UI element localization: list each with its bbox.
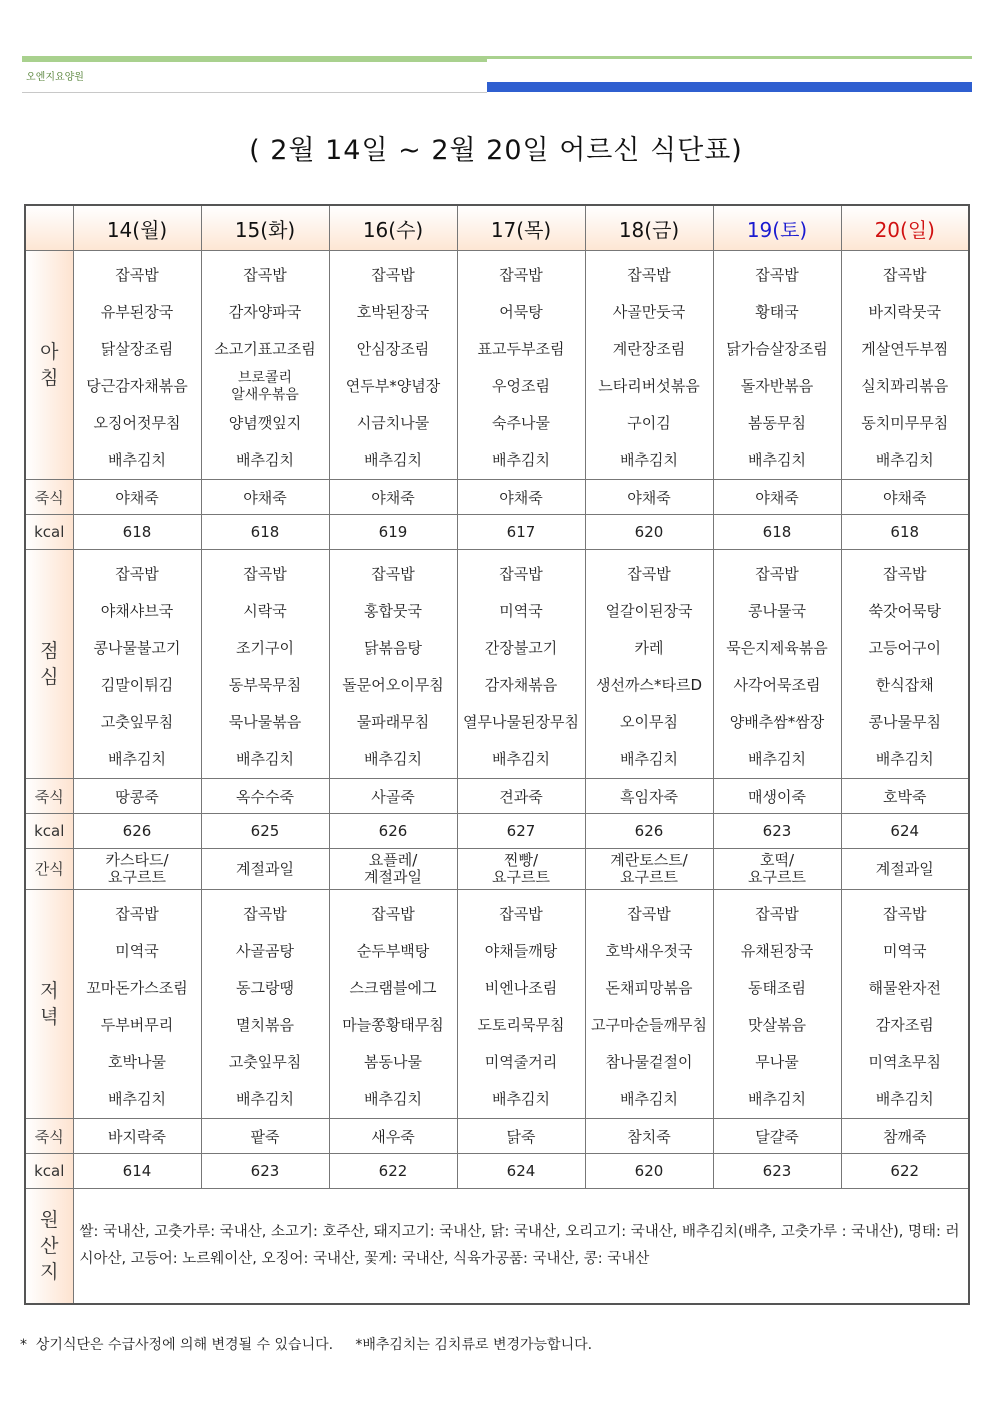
dinner-day-cell [457,890,585,1119]
menu-item: 당근감자채볶음 [86,377,188,395]
menu-item: 봄동나물 [364,1053,422,1071]
snack-cell: 계절과일 [201,849,329,890]
porridge-cell: 새우죽 [329,1119,457,1154]
porridge-cell: 참깨죽 [841,1119,969,1154]
menu-item: 고춧잎무침 [100,713,174,731]
breakfast-day-cell [329,251,457,480]
breakfast-porridge-row [25,480,969,515]
menu-item: 시금치나물 [356,414,430,432]
day-header: 16(수) [329,205,457,251]
menu-item: 묵은지제육볶음 [726,639,828,657]
menu-item: 카레 [634,639,664,657]
menu-item: 양념깻잎지 [228,414,302,432]
menu-item: 호박나물 [108,1053,166,1071]
day-header: 20(일) [841,205,969,251]
menu-item: 잡곡밥 [627,905,671,923]
snack-cell: 계란토스트/ 요구르트 [585,849,713,890]
menu-item: 바지락뭇국 [868,303,941,321]
menu-item: 생선까스*타르D [596,676,702,694]
dinner-day-cell [585,890,713,1119]
menu-item: 배추김치 [748,451,806,469]
lunch-kcal-row [25,814,969,849]
menu-item: 잡곡밥 [755,905,799,923]
porridge-cell: 팥죽 [201,1119,329,1154]
menu-item: 고구마순들깨무침 [591,1016,707,1034]
menu-item: 배추김치 [236,1090,294,1108]
breakfast-kcal-row [25,515,969,550]
menu-item: 돌자반볶음 [740,377,814,395]
breakfast-day-cell [73,251,201,480]
lunch-kcal-label: kcal [25,814,73,849]
day-header: 17(목) [457,205,585,251]
menu-item: 안심장조림 [356,340,430,358]
lunch-row [25,550,969,779]
origin-label: 원 산 지 [25,1189,73,1305]
kcal-cell: 623 [201,1154,329,1189]
menu-item: 잡곡밥 [371,266,415,284]
menu-item: 잡곡밥 [627,565,671,583]
menu-item: 고춧잎무침 [228,1053,302,1071]
menu-item: 무나물 [755,1053,799,1071]
menu-item: 스크램블에그 [349,979,437,997]
header-rule-gray [22,92,487,93]
lunch-day-cell [329,550,457,779]
menu-item: 배추김치 [748,750,806,768]
day-header: 14(월) [73,205,201,251]
menu-item: 배추김치 [108,451,166,469]
kcal-cell: 620 [585,1154,713,1189]
menu-item: 표고두부조림 [477,340,565,358]
snack-row [25,849,969,890]
lunch-porridge-row [25,779,969,814]
menu-item: 배추김치 [108,1090,166,1108]
porridge-cell: 야채죽 [457,480,585,515]
menu-item: 김말이튀김 [100,676,174,694]
kcal-cell: 626 [329,814,457,849]
porridge-cell: 야채죽 [841,480,969,515]
porridge-cell: 야채죽 [201,480,329,515]
menu-item: 실치꽈리볶음 [861,377,949,395]
menu-item: 어묵탕 [499,303,543,321]
porridge-cell: 달걀죽 [713,1119,841,1154]
footnote: * 상기식단은 수급사정에 의해 변경될 수 있습니다. *배추김치는 김치류로 변경가능합니다. [20,1337,593,1353]
kcal-cell: 614 [73,1154,201,1189]
menu-item: 쑥갓어묵탕 [868,602,941,620]
menu-item: 미역국 [883,942,927,960]
menu-item: 감자조림 [875,1016,934,1034]
menu-item: 묵나물볶음 [228,713,302,731]
menu-item: 콩나물불고기 [93,639,181,657]
menu-item: 동치미무무침 [861,414,949,432]
lunch-day-cell [457,550,585,779]
meal-plan-table [24,204,970,1305]
origin-row [25,1189,969,1305]
menu-item: 해물완자전 [868,979,941,997]
lunch-day-cell [713,550,841,779]
menu-item: 얼갈이된장국 [605,602,693,620]
menu-item: 사각어묵조림 [733,676,821,694]
menu-item: 우엉조림 [492,377,550,395]
menu-item: 콩나물무침 [868,713,941,731]
porridge-cell: 호박죽 [841,779,969,814]
porridge-cell: 매생이죽 [713,779,841,814]
porridge-cell: 땅콩죽 [73,779,201,814]
kcal-cell: 624 [457,1154,585,1189]
menu-item: 배추김치 [236,750,294,768]
menu-item: 배추김치 [620,750,678,768]
menu-item: 사골만둣국 [612,303,686,321]
menu-item: 잡곡밥 [243,565,287,583]
menu-item: 두부버무리 [100,1016,174,1034]
breakfast-row [25,251,969,480]
menu-item: 돌문어오이무침 [342,676,444,694]
kcal-cell: 622 [329,1154,457,1189]
menu-item: 미역국 [115,942,159,960]
menu-item: 잡곡밥 [499,266,543,284]
porridge-cell: 야채죽 [713,480,841,515]
menu-item: 잡곡밥 [883,565,927,583]
menu-item: 멸치볶음 [236,1016,294,1034]
dinner-day-cell [713,890,841,1119]
menu-item: 잡곡밥 [499,565,543,583]
menu-item: 연두부*양념장 [345,377,441,395]
menu-item: 잡곡밥 [115,565,159,583]
menu-item: 브로콜리 알새우볶음 [231,369,299,403]
menu-item: 닭볶음탕 [364,639,422,657]
day-header: 18(금) [585,205,713,251]
menu-item: 배추김치 [364,750,422,768]
kcal-cell: 626 [585,814,713,849]
menu-item: 고등어구이 [868,639,941,657]
menu-item: 간장불고기 [484,639,558,657]
menu-item: 홍합뭇국 [364,602,422,620]
kcal-cell: 620 [585,515,713,550]
menu-item: 잡곡밥 [243,905,287,923]
menu-item: 배추김치 [492,750,550,768]
porridge-cell: 닭죽 [457,1119,585,1154]
menu-item: 야채샤브국 [100,602,174,620]
dinner-day-cell [73,890,201,1119]
menu-item: 배추김치 [492,451,550,469]
dinner-day-cell [841,890,969,1119]
snack-cell: 카스타드/ 요구르트 [73,849,201,890]
menu-item: 오징어젓무침 [93,414,181,432]
menu-item: 소고기표고조림 [214,340,316,358]
porridge-cell: 흑임자죽 [585,779,713,814]
menu-item: 콩나물국 [748,602,806,620]
dinner-day-cell [329,890,457,1119]
menu-item: 구이김 [627,414,671,432]
lunch-porridge-label: 죽식 [25,779,73,814]
menu-item: 황태국 [755,303,799,321]
menu-item: 조기구이 [236,639,294,657]
porridge-cell: 야채죽 [585,480,713,515]
menu-item: 잡곡밥 [243,266,287,284]
menu-item: 한식잡채 [875,676,934,694]
menu-item: 호박된장국 [356,303,430,321]
dinner-kcal-label: kcal [25,1154,73,1189]
menu-item: 열무나물된장무침 [463,713,579,731]
menu-item: 잡곡밥 [627,266,671,284]
menu-item: 느타리버섯볶음 [598,377,700,395]
porridge-cell: 야채죽 [329,480,457,515]
menu-item: 게살연두부찜 [861,340,949,358]
kcal-cell: 622 [841,1154,969,1189]
menu-item: 시락국 [243,602,287,620]
kcal-cell: 617 [457,515,585,550]
dinner-porridge-row [25,1119,969,1154]
breakfast-day-cell [201,251,329,480]
kcal-cell: 618 [713,515,841,550]
menu-item: 잡곡밥 [755,565,799,583]
kcal-cell: 627 [457,814,585,849]
dinner-row [25,890,969,1119]
menu-item: 유부된장국 [100,303,174,321]
menu-item: 야채들깨탕 [484,942,558,960]
snack-cell: 찐빵/ 요구르트 [457,849,585,890]
menu-item: 잡곡밥 [115,905,159,923]
breakfast-porridge-label: 죽식 [25,480,73,515]
menu-item: 유채된장국 [740,942,814,960]
kcal-cell: 624 [841,814,969,849]
menu-item: 사골곰탕 [236,942,294,960]
day-header: 15(화) [201,205,329,251]
lunch-label: 점 심 [25,550,73,779]
porridge-cell: 견과죽 [457,779,585,814]
menu-item: 배추김치 [875,451,934,469]
menu-item: 닭살장조림 [100,340,174,358]
day-header-row [25,205,969,251]
brand-logo-text: 오엔지요양원 [26,72,84,83]
dinner-day-cell [201,890,329,1119]
menu-item: 배추김치 [620,1090,678,1108]
menu-item: 잡곡밥 [371,905,415,923]
snack-label: 간식 [25,849,73,890]
menu-item: 마늘쫑황태무침 [342,1016,444,1034]
menu-item: 도토리묵무침 [477,1016,565,1034]
menu-item: 배추김치 [875,750,934,768]
menu-item: 감자양파국 [228,303,302,321]
porridge-cell: 참치죽 [585,1119,713,1154]
day-header: 19(토) [713,205,841,251]
menu-item: 잡곡밥 [755,266,799,284]
menu-item: 배추김치 [875,1090,934,1108]
menu-item: 미역초무침 [868,1053,941,1071]
menu-item: 배추김치 [748,1090,806,1108]
menu-item: 배추김치 [620,451,678,469]
breakfast-day-cell [713,251,841,480]
menu-item: 돈채피망볶음 [605,979,693,997]
menu-item: 닭가슴살장조림 [726,340,828,358]
menu-item: 배추김치 [364,451,422,469]
breakfast-label: 아 침 [25,251,73,480]
menu-item: 참나물겉절이 [605,1053,693,1071]
dinner-label: 저 녁 [25,890,73,1119]
dinner-kcal-row [25,1154,969,1189]
origin-text: 쌀: 국내산, 고춧가루: 국내산, 소고기: 호주산, 돼지고기: 국내산, 닭: 국내산, 오리고기: 국내산, 배추김치(배추, 고춧가루 : 국내산), 명태: 러시아산, 고등어: 노르웨이산, 오징어: 국내산, 꽃게: 국내산, 식육가공품: 국내산, 콩: 국내산 [73,1189,969,1305]
menu-item: 동그랑땡 [236,979,294,997]
porridge-cell: 사골죽 [329,779,457,814]
menu-item: 맛살볶음 [748,1016,806,1034]
kcal-cell: 618 [73,515,201,550]
porridge-cell: 야채죽 [73,480,201,515]
menu-item: 비엔나조림 [484,979,558,997]
menu-item: 동부묵무침 [228,676,302,694]
menu-item: 감자채볶음 [484,676,558,694]
kcal-cell: 619 [329,515,457,550]
menu-item: 미역국 [499,602,543,620]
kcal-cell: 618 [201,515,329,550]
corner-cell [25,205,73,251]
menu-item: 봄동무침 [748,414,806,432]
menu-item: 미역줄거리 [484,1053,558,1071]
menu-item: 물파래무침 [356,713,430,731]
menu-item: 잡곡밥 [883,905,927,923]
kcal-cell: 623 [713,1154,841,1189]
menu-item: 오이무침 [620,713,678,731]
menu-item: 순두부백탕 [356,942,430,960]
lunch-day-cell [841,550,969,779]
snack-cell: 호떡/ 요구르트 [713,849,841,890]
porridge-cell: 바지락죽 [73,1119,201,1154]
lunch-day-cell [201,550,329,779]
breakfast-day-cell [841,251,969,480]
breakfast-day-cell [457,251,585,480]
menu-item: 동태조림 [748,979,806,997]
page-title: ( 2월 14일 ~ 2월 20일 어르신 식단표) [249,135,743,166]
snack-cell: 계절과일 [841,849,969,890]
header-rule-blue [487,82,972,92]
menu-item: 꼬마돈가스조림 [86,979,188,997]
menu-item: 계란장조림 [612,340,686,358]
lunch-day-cell [73,550,201,779]
snack-cell: 요플레/ 계절과일 [329,849,457,890]
menu-item: 배추김치 [492,1090,550,1108]
breakfast-kcal-label: kcal [25,515,73,550]
menu-item: 배추김치 [236,451,294,469]
menu-item: 양배추쌈*쌈장 [729,713,825,731]
menu-item: 잡곡밥 [499,905,543,923]
kcal-cell: 625 [201,814,329,849]
breakfast-day-cell [585,251,713,480]
porridge-cell: 옥수수죽 [201,779,329,814]
menu-item: 숙주나물 [492,414,550,432]
kcal-cell: 623 [713,814,841,849]
header-rule-green-thick [22,56,487,62]
lunch-day-cell [585,550,713,779]
menu-item: 배추김치 [108,750,166,768]
menu-item: 잡곡밥 [115,266,159,284]
kcal-cell: 618 [841,515,969,550]
menu-item: 잡곡밥 [371,565,415,583]
menu-item: 호박새우젓국 [605,942,693,960]
kcal-cell: 626 [73,814,201,849]
dinner-porridge-label: 죽식 [25,1119,73,1154]
menu-item: 잡곡밥 [883,266,927,284]
menu-item: 배추김치 [364,1090,422,1108]
